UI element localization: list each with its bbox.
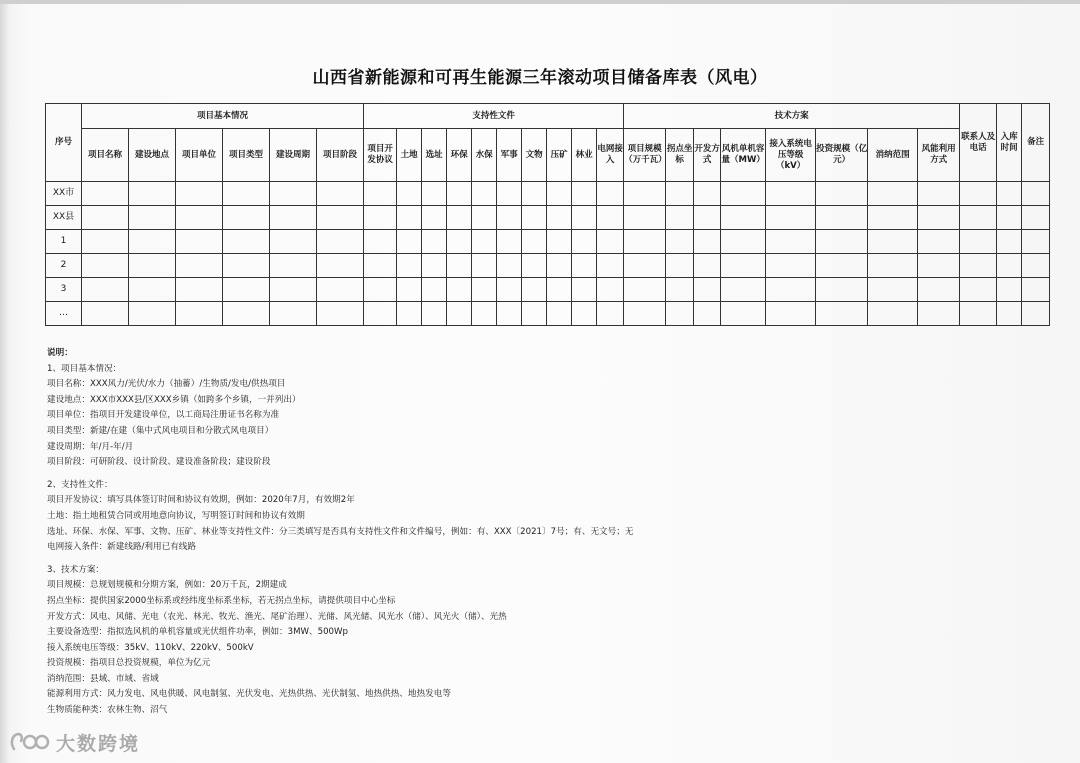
table-row — [46, 230, 1050, 254]
note-line: 建设地点：XXX市XXX县/区XXX乡镇（如跨多个乡镇，一并列出） — [47, 394, 301, 405]
note-line: 项目单位：指项目开发建设单位，以工商局注册证书名称为准 — [47, 410, 280, 421]
empty-cell — [960, 230, 997, 254]
empty-cell — [547, 206, 572, 230]
column-header: 水保 — [472, 129, 497, 182]
empty-cell — [868, 230, 918, 254]
empty-cell — [1022, 206, 1050, 230]
empty-cell — [422, 302, 447, 326]
note-line: 项目名称：XXX风力/光伏/水力（抽蓄）/生物质/发电/供热项目 — [47, 379, 286, 390]
empty-cell — [997, 230, 1022, 254]
note-line: 投资规模：指项目总投资规模，单位为亿元 — [47, 658, 211, 669]
column-header: 选址 — [422, 129, 447, 182]
empty-cell — [472, 278, 497, 302]
empty-cell — [868, 302, 918, 326]
empty-cell — [1022, 302, 1050, 326]
note-line: 消纳范围：县域、市域、省域 — [47, 673, 159, 684]
empty-cell — [960, 302, 997, 326]
empty-cell — [816, 230, 868, 254]
column-header: 建设地点 — [129, 129, 176, 182]
empty-cell — [447, 302, 472, 326]
column-header: 文物 — [522, 129, 547, 182]
empty-cell — [317, 254, 364, 278]
empty-cell — [997, 302, 1022, 326]
empty-cell — [918, 302, 960, 326]
note-line: 生物质能种类：农林生物、沼气 — [47, 705, 168, 716]
empty-cell — [666, 254, 694, 278]
empty-cell — [82, 302, 129, 326]
column-header: 项目单位 — [176, 129, 223, 182]
empty-cell — [960, 206, 997, 230]
empty-cell — [497, 230, 522, 254]
empty-cell — [522, 230, 547, 254]
empty-cell — [422, 278, 447, 302]
scan-edge — [0, 0, 1080, 4]
empty-cell — [270, 206, 317, 230]
empty-cell — [223, 182, 270, 206]
empty-cell — [624, 302, 666, 326]
column-header: 拐点坐标 — [666, 129, 694, 182]
empty-cell — [129, 302, 176, 326]
note-line: 电网接入条件：新建线路/利用已有线路 — [47, 542, 196, 553]
empty-cell — [422, 206, 447, 230]
empty-cell — [868, 182, 918, 206]
note-line: 选址、环保、水保、军事、文物、压矿、林业等支持性文件：分三类填写是否具有支持性文件和文件编号，例如：有、XXX〔2021〕7号；有、无文号；无 — [47, 526, 634, 537]
empty-cell — [694, 182, 721, 206]
empty-cell — [317, 302, 364, 326]
row-label: XX县 — [46, 206, 82, 230]
empty-cell — [547, 302, 572, 326]
notes-section — [47, 346, 1047, 719]
table-row — [46, 182, 1050, 206]
empty-cell — [960, 182, 997, 206]
column-header: 开发方式 — [694, 129, 721, 182]
empty-cell — [522, 206, 547, 230]
empty-cell — [694, 206, 721, 230]
note-line: 建设周期：年/月-年/月 — [47, 441, 134, 452]
empty-cell — [694, 278, 721, 302]
empty-cell — [422, 230, 447, 254]
empty-cell — [918, 254, 960, 278]
empty-cell — [721, 206, 766, 230]
empty-cell — [694, 254, 721, 278]
empty-cell — [572, 182, 597, 206]
note-line: 接入系统电压等级：35kV、110kV、220kV、500kV — [47, 642, 254, 653]
empty-cell — [572, 206, 597, 230]
empty-cell — [447, 230, 472, 254]
contact-header: 联系人及电话 — [960, 104, 997, 182]
empty-cell — [397, 182, 422, 206]
empty-cell — [472, 302, 497, 326]
group-support-docs: 支持性文件 — [364, 104, 624, 129]
empty-cell — [868, 278, 918, 302]
empty-cell — [997, 206, 1022, 230]
column-header-row — [46, 129, 1050, 182]
empty-cell — [176, 254, 223, 278]
empty-cell — [694, 230, 721, 254]
empty-cell — [1022, 278, 1050, 302]
empty-cell — [397, 254, 422, 278]
empty-cell — [270, 302, 317, 326]
empty-cell — [364, 278, 397, 302]
empty-cell — [666, 278, 694, 302]
empty-cell — [397, 230, 422, 254]
empty-cell — [129, 230, 176, 254]
column-header: 环保 — [447, 129, 472, 182]
empty-cell — [918, 206, 960, 230]
column-header: 项目名称 — [82, 129, 129, 182]
empty-cell — [766, 278, 816, 302]
empty-cell — [223, 254, 270, 278]
empty-cell — [572, 302, 597, 326]
empty-cell — [82, 278, 129, 302]
empty-cell — [522, 278, 547, 302]
empty-cell — [597, 302, 624, 326]
empty-cell — [624, 278, 666, 302]
column-header: 投资规模（亿元） — [816, 129, 868, 182]
empty-cell — [270, 230, 317, 254]
storage-time-header: 入库时间 — [997, 104, 1022, 182]
empty-cell — [472, 206, 497, 230]
column-header: 林业 — [572, 129, 597, 182]
empty-cell — [766, 230, 816, 254]
row-label: … — [46, 302, 82, 326]
note-line: 项目开发协议：填写具体签订时间和协议有效期，例如：2020年7月，有效期2年 — [47, 495, 355, 506]
empty-cell — [447, 182, 472, 206]
document-title: 山西省新能源和可再生能源三年滚动项目储备库表（风电） — [312, 68, 768, 88]
notes-section-1 — [47, 377, 1047, 471]
empty-cell — [176, 230, 223, 254]
empty-cell — [624, 230, 666, 254]
empty-cell — [997, 254, 1022, 278]
empty-cell — [1022, 254, 1050, 278]
group-tech-plan: 技术方案 — [624, 104, 960, 129]
empty-cell — [472, 182, 497, 206]
empty-cell — [960, 254, 997, 278]
notes-section-2-title: 2、支持性文件： — [47, 479, 113, 490]
empty-cell — [572, 278, 597, 302]
empty-cell — [666, 230, 694, 254]
empty-cell — [1022, 182, 1050, 206]
empty-cell — [497, 302, 522, 326]
empty-cell — [397, 206, 422, 230]
note-line: 能源利用方式：风力发电、风电供暖、风电制氢、光伏发电、光热供热、光伏制氢、地热供热、地热发电等 — [47, 689, 451, 700]
empty-cell — [397, 278, 422, 302]
empty-cell — [816, 302, 868, 326]
row-label: XX市 — [46, 182, 82, 206]
column-header: 土地 — [397, 129, 422, 182]
empty-cell — [176, 302, 223, 326]
empty-cell — [82, 230, 129, 254]
empty-cell — [270, 254, 317, 278]
empty-cell — [317, 182, 364, 206]
empty-cell — [816, 278, 868, 302]
table-body — [46, 182, 1050, 326]
empty-cell — [597, 206, 624, 230]
empty-cell — [766, 302, 816, 326]
empty-cell — [364, 254, 397, 278]
empty-cell — [522, 254, 547, 278]
column-header: 电网接入 — [597, 129, 624, 182]
empty-cell — [364, 230, 397, 254]
empty-cell — [422, 182, 447, 206]
empty-cell — [317, 206, 364, 230]
empty-cell — [447, 254, 472, 278]
empty-cell — [82, 182, 129, 206]
empty-cell — [721, 278, 766, 302]
row-label: 2 — [46, 254, 82, 278]
empty-cell — [82, 254, 129, 278]
empty-cell — [497, 278, 522, 302]
column-header: 项目规模（万千瓦） — [624, 129, 666, 182]
group-basic-info: 项目基本情况 — [82, 104, 364, 129]
column-header: 风机单机容量（MW） — [721, 129, 766, 182]
empty-cell — [694, 302, 721, 326]
empty-cell — [721, 254, 766, 278]
empty-cell — [422, 254, 447, 278]
brand-logo-icon — [8, 729, 50, 755]
empty-cell — [868, 254, 918, 278]
empty-cell — [816, 182, 868, 206]
table-row — [46, 278, 1050, 302]
empty-cell — [447, 206, 472, 230]
empty-cell — [572, 230, 597, 254]
empty-cell — [666, 302, 694, 326]
table-row — [46, 254, 1050, 278]
empty-cell — [176, 278, 223, 302]
empty-cell — [82, 206, 129, 230]
empty-cell — [223, 206, 270, 230]
empty-cell — [397, 302, 422, 326]
note-line: 拐点坐标：提供国家2000坐标系或经纬度坐标系坐标，若无拐点坐标，请提供项目中心坐标 — [47, 595, 396, 606]
empty-cell — [624, 254, 666, 278]
group-header-row — [46, 104, 1050, 129]
empty-cell — [997, 278, 1022, 302]
row-label: 3 — [46, 278, 82, 302]
empty-cell — [997, 182, 1022, 206]
empty-cell — [666, 182, 694, 206]
empty-cell — [472, 230, 497, 254]
column-header: 接入系统电压等级（kV） — [766, 129, 816, 182]
empty-cell — [497, 182, 522, 206]
empty-cell — [364, 182, 397, 206]
empty-cell — [721, 230, 766, 254]
empty-cell — [547, 230, 572, 254]
notes-section-2 — [47, 493, 1047, 555]
empty-cell — [497, 206, 522, 230]
empty-cell — [270, 182, 317, 206]
column-header: 军事 — [497, 129, 522, 182]
note-line: 开发方式：风电、风储、光电（农光、林光、牧光、渔光、尾矿治理）、光储、风光储、风光水（储）、风光火（储）、光热 — [47, 611, 507, 622]
empty-cell — [317, 230, 364, 254]
empty-cell — [624, 182, 666, 206]
empty-cell — [176, 206, 223, 230]
column-header: 项目类型 — [223, 129, 270, 182]
empty-cell — [766, 182, 816, 206]
empty-cell — [129, 182, 176, 206]
note-line: 土地：指土地租赁合同或用地意向协议，写明签订时间和协议有效期 — [47, 510, 305, 521]
column-header: 项目阶段 — [317, 129, 364, 182]
empty-cell — [223, 278, 270, 302]
empty-cell — [918, 278, 960, 302]
empty-cell — [364, 206, 397, 230]
note-line: 项目阶段：可研阶段、设计阶段、建设准备阶段；建设阶段 — [47, 457, 271, 468]
empty-cell — [816, 254, 868, 278]
empty-cell — [129, 206, 176, 230]
column-header: 压矿 — [547, 129, 572, 182]
empty-cell — [721, 302, 766, 326]
empty-cell — [317, 278, 364, 302]
empty-cell — [547, 182, 572, 206]
note-line: 主要设备选型：指拟选风机的单机容量或光伏组件功率，例如：3MW、500Wp — [47, 627, 348, 638]
project-reserve-table — [45, 103, 1050, 326]
empty-cell — [960, 278, 997, 302]
empty-cell — [868, 206, 918, 230]
empty-cell — [364, 302, 397, 326]
empty-cell — [597, 278, 624, 302]
empty-cell — [597, 182, 624, 206]
empty-cell — [766, 254, 816, 278]
column-header: 消纳范围 — [868, 129, 918, 182]
empty-cell — [918, 182, 960, 206]
empty-cell — [766, 206, 816, 230]
empty-cell — [447, 278, 472, 302]
empty-cell — [223, 230, 270, 254]
empty-cell — [547, 278, 572, 302]
empty-cell — [666, 206, 694, 230]
empty-cell — [497, 254, 522, 278]
empty-cell — [572, 254, 597, 278]
notes-heading: 说明： — [47, 348, 73, 358]
empty-cell — [176, 182, 223, 206]
empty-cell — [597, 254, 624, 278]
note-line: 项目规模：总规划规模和分期方案，例如：20万千瓦，2期建成 — [47, 580, 287, 591]
empty-cell — [1022, 230, 1050, 254]
row-label: 1 — [46, 230, 82, 254]
empty-cell — [547, 254, 572, 278]
empty-cell — [472, 254, 497, 278]
notes-section-3-title: 3、技术方案： — [47, 564, 105, 575]
empty-cell — [721, 182, 766, 206]
remark-header: 备注 — [1022, 104, 1050, 182]
empty-cell — [597, 230, 624, 254]
empty-cell — [270, 278, 317, 302]
empty-cell — [522, 182, 547, 206]
empty-cell — [223, 302, 270, 326]
notes-section-1-title: 1、项目基本情况： — [47, 363, 122, 374]
column-header: 项目开发协议 — [364, 129, 397, 182]
watermark — [8, 728, 140, 756]
watermark-text: 大数跨境 — [56, 732, 141, 755]
seq-header: 序号 — [46, 104, 82, 182]
column-header: 风能利用方式 — [918, 129, 960, 182]
table-row — [46, 206, 1050, 230]
table-row — [46, 302, 1050, 326]
empty-cell — [624, 206, 666, 230]
notes-section-3 — [47, 578, 1047, 718]
empty-cell — [129, 254, 176, 278]
empty-cell — [816, 206, 868, 230]
empty-cell — [129, 278, 176, 302]
column-header: 建设周期 — [270, 129, 317, 182]
empty-cell — [522, 302, 547, 326]
note-line: 项目类型：新建/在建（集中式风电项目和分散式风电项目） — [47, 425, 274, 436]
empty-cell — [918, 230, 960, 254]
